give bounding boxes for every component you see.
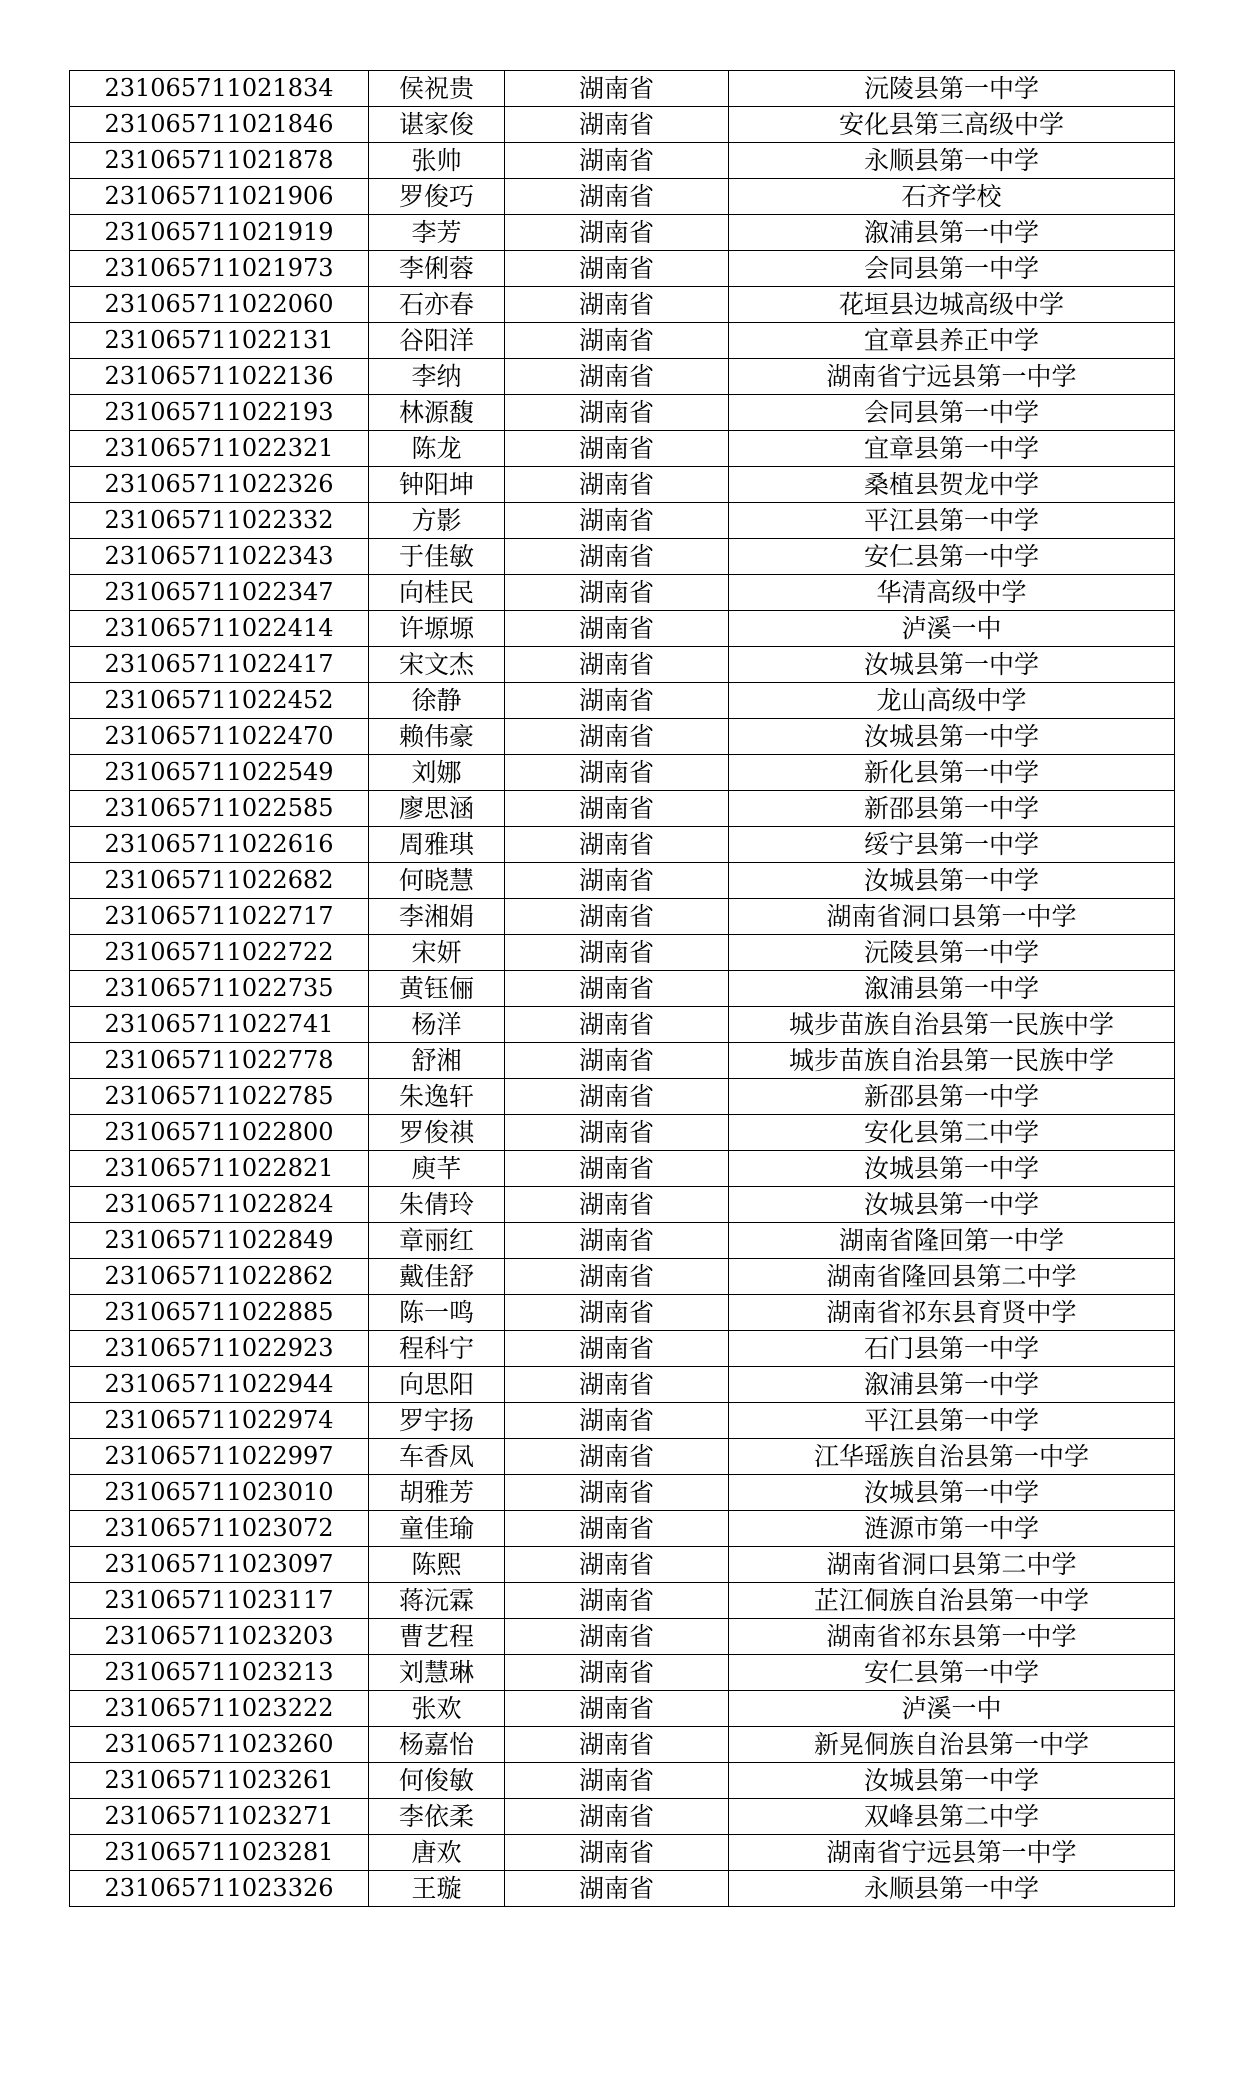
province-cell: 湖南省 — [505, 431, 729, 467]
table-row — [70, 1007, 1175, 1043]
school-cell: 汝城县第一中学 — [729, 863, 1175, 899]
province-cell: 湖南省 — [505, 1223, 729, 1259]
province-cell: 湖南省 — [505, 1151, 729, 1187]
school-cell: 花垣县边城高级中学 — [729, 287, 1175, 323]
province-cell: 湖南省 — [505, 1835, 729, 1871]
school-cell: 溆浦县第一中学 — [729, 1367, 1175, 1403]
exam-number-cell: 231065711022549 — [70, 755, 369, 791]
province-cell: 湖南省 — [505, 1403, 729, 1439]
table-row — [70, 575, 1175, 611]
school-cell: 汝城县第一中学 — [729, 1151, 1175, 1187]
province-cell: 湖南省 — [505, 1691, 729, 1727]
province-cell: 湖南省 — [505, 107, 729, 143]
student-name-cell: 黄钰俪 — [369, 971, 505, 1007]
school-cell: 芷江侗族自治县第一中学 — [729, 1583, 1175, 1619]
province-cell: 湖南省 — [505, 935, 729, 971]
exam-number-cell: 231065711022417 — [70, 647, 369, 683]
province-cell: 湖南省 — [505, 899, 729, 935]
exam-number-cell: 231065711022923 — [70, 1331, 369, 1367]
exam-number-cell: 231065711023010 — [70, 1475, 369, 1511]
student-name-cell: 林源馥 — [369, 395, 505, 431]
province-cell: 湖南省 — [505, 647, 729, 683]
exam-number-cell: 231065711022136 — [70, 359, 369, 395]
school-cell: 绥宁县第一中学 — [729, 827, 1175, 863]
exam-number-cell: 231065711022585 — [70, 791, 369, 827]
exam-number-cell: 231065711022741 — [70, 1007, 369, 1043]
province-cell: 湖南省 — [505, 503, 729, 539]
province-cell: 湖南省 — [505, 1043, 729, 1079]
school-cell: 湖南省洞口县第一中学 — [729, 899, 1175, 935]
exam-number-cell: 231065711022682 — [70, 863, 369, 899]
student-name-cell: 庾芊 — [369, 1151, 505, 1187]
student-name-cell: 赖伟豪 — [369, 719, 505, 755]
school-cell: 江华瑶族自治县第一中学 — [729, 1439, 1175, 1475]
province-cell: 湖南省 — [505, 1655, 729, 1691]
exam-number-cell: 231065711022717 — [70, 899, 369, 935]
table-row — [70, 287, 1175, 323]
exam-number-cell: 231065711021919 — [70, 215, 369, 251]
table-row — [70, 647, 1175, 683]
table-row — [70, 971, 1175, 1007]
student-name-cell: 何晓慧 — [369, 863, 505, 899]
table-row — [70, 1619, 1175, 1655]
table-row — [70, 539, 1175, 575]
province-cell: 湖南省 — [505, 1439, 729, 1475]
student-name-cell: 陈熙 — [369, 1547, 505, 1583]
table-row — [70, 179, 1175, 215]
province-cell: 湖南省 — [505, 1475, 729, 1511]
table-body — [70, 71, 1175, 1907]
table-row — [70, 1043, 1175, 1079]
exam-number-cell: 231065711023261 — [70, 1763, 369, 1799]
table-row — [70, 1691, 1175, 1727]
student-name-cell: 石亦春 — [369, 287, 505, 323]
student-name-cell: 戴佳舒 — [369, 1259, 505, 1295]
province-cell: 湖南省 — [505, 1187, 729, 1223]
school-cell: 永顺县第一中学 — [729, 143, 1175, 179]
exam-number-cell: 231065711022821 — [70, 1151, 369, 1187]
student-name-cell: 李俐蓉 — [369, 251, 505, 287]
school-cell: 沅陵县第一中学 — [729, 935, 1175, 971]
exam-number-cell: 231065711021846 — [70, 107, 369, 143]
student-name-cell: 胡雅芳 — [369, 1475, 505, 1511]
student-name-cell: 罗俊巧 — [369, 179, 505, 215]
province-cell: 湖南省 — [505, 179, 729, 215]
exam-number-cell: 231065711022785 — [70, 1079, 369, 1115]
school-cell: 溆浦县第一中学 — [729, 215, 1175, 251]
school-cell: 涟源市第一中学 — [729, 1511, 1175, 1547]
student-name-cell: 陈龙 — [369, 431, 505, 467]
table-row — [70, 719, 1175, 755]
province-cell: 湖南省 — [505, 287, 729, 323]
table-row — [70, 1547, 1175, 1583]
student-name-cell: 李湘娟 — [369, 899, 505, 935]
student-name-cell: 许塬塬 — [369, 611, 505, 647]
exam-number-cell: 231065711023117 — [70, 1583, 369, 1619]
exam-number-cell: 231065711022193 — [70, 395, 369, 431]
student-name-cell: 宋妍 — [369, 935, 505, 971]
school-cell: 龙山高级中学 — [729, 683, 1175, 719]
school-cell: 会同县第一中学 — [729, 251, 1175, 287]
province-cell: 湖南省 — [505, 1079, 729, 1115]
province-cell: 湖南省 — [505, 359, 729, 395]
table-row — [70, 71, 1175, 107]
exam-number-cell: 231065711022343 — [70, 539, 369, 575]
province-cell: 湖南省 — [505, 251, 729, 287]
province-cell: 湖南省 — [505, 1619, 729, 1655]
student-name-cell: 李依柔 — [369, 1799, 505, 1835]
student-name-cell: 谌家俊 — [369, 107, 505, 143]
student-name-cell: 车香凤 — [369, 1439, 505, 1475]
student-name-cell: 李纳 — [369, 359, 505, 395]
student-name-cell: 周雅琪 — [369, 827, 505, 863]
table-row — [70, 1727, 1175, 1763]
table-row — [70, 899, 1175, 935]
table-row — [70, 1835, 1175, 1871]
school-cell: 泸溪一中 — [729, 1691, 1175, 1727]
exam-number-cell: 231065711022060 — [70, 287, 369, 323]
school-cell: 新化县第一中学 — [729, 755, 1175, 791]
province-cell: 湖南省 — [505, 395, 729, 431]
student-name-cell: 刘娜 — [369, 755, 505, 791]
province-cell: 湖南省 — [505, 143, 729, 179]
student-name-cell: 宋文杰 — [369, 647, 505, 683]
student-name-cell: 向思阳 — [369, 1367, 505, 1403]
school-cell: 湖南省宁远县第一中学 — [729, 359, 1175, 395]
province-cell: 湖南省 — [505, 1583, 729, 1619]
exam-number-cell: 231065711021834 — [70, 71, 369, 107]
province-cell: 湖南省 — [505, 215, 729, 251]
exam-number-cell: 231065711023326 — [70, 1871, 369, 1907]
student-name-cell: 唐欢 — [369, 1835, 505, 1871]
student-name-cell: 谷阳洋 — [369, 323, 505, 359]
student-name-cell: 罗俊祺 — [369, 1115, 505, 1151]
table-row — [70, 1259, 1175, 1295]
school-cell: 华清高级中学 — [729, 575, 1175, 611]
table-row — [70, 467, 1175, 503]
school-cell: 湖南省祁东县第一中学 — [729, 1619, 1175, 1655]
school-cell: 安化县第二中学 — [729, 1115, 1175, 1151]
province-cell: 湖南省 — [505, 1295, 729, 1331]
exam-number-cell: 231065711023260 — [70, 1727, 369, 1763]
table-row — [70, 1223, 1175, 1259]
province-cell: 湖南省 — [505, 791, 729, 827]
school-cell: 宜章县养正中学 — [729, 323, 1175, 359]
exam-number-cell: 231065711023097 — [70, 1547, 369, 1583]
province-cell: 湖南省 — [505, 1511, 729, 1547]
school-cell: 新邵县第一中学 — [729, 791, 1175, 827]
table-row — [70, 1151, 1175, 1187]
school-cell: 平江县第一中学 — [729, 1403, 1175, 1439]
table-row — [70, 359, 1175, 395]
province-cell: 湖南省 — [505, 467, 729, 503]
table-row — [70, 1511, 1175, 1547]
table-row — [70, 395, 1175, 431]
student-name-cell: 侯祝贵 — [369, 71, 505, 107]
exam-number-cell: 231065711022321 — [70, 431, 369, 467]
school-cell: 永顺县第一中学 — [729, 1871, 1175, 1907]
table-row — [70, 1295, 1175, 1331]
province-cell: 湖南省 — [505, 611, 729, 647]
school-cell: 湖南省隆回县第二中学 — [729, 1259, 1175, 1295]
exam-number-cell: 231065711022997 — [70, 1439, 369, 1475]
school-cell: 汝城县第一中学 — [729, 1475, 1175, 1511]
school-cell: 沅陵县第一中学 — [729, 71, 1175, 107]
school-cell: 汝城县第一中学 — [729, 1187, 1175, 1223]
exam-number-cell: 231065711022347 — [70, 575, 369, 611]
school-cell: 汝城县第一中学 — [729, 647, 1175, 683]
province-cell: 湖南省 — [505, 755, 729, 791]
school-cell: 石门县第一中学 — [729, 1331, 1175, 1367]
school-cell: 平江县第一中学 — [729, 503, 1175, 539]
student-list-table — [69, 70, 1175, 1907]
exam-number-cell: 231065711022332 — [70, 503, 369, 539]
table-row — [70, 1655, 1175, 1691]
table-row — [70, 1367, 1175, 1403]
province-cell: 湖南省 — [505, 827, 729, 863]
table-row — [70, 251, 1175, 287]
student-name-cell: 杨洋 — [369, 1007, 505, 1043]
exam-number-cell: 231065711022849 — [70, 1223, 369, 1259]
school-cell: 汝城县第一中学 — [729, 719, 1175, 755]
table-row — [70, 1187, 1175, 1223]
province-cell: 湖南省 — [505, 1259, 729, 1295]
exam-number-cell: 231065711022735 — [70, 971, 369, 1007]
province-cell: 湖南省 — [505, 1727, 729, 1763]
school-cell: 宜章县第一中学 — [729, 431, 1175, 467]
student-name-cell: 蒋沅霖 — [369, 1583, 505, 1619]
exam-number-cell: 231065711022944 — [70, 1367, 369, 1403]
province-cell: 湖南省 — [505, 71, 729, 107]
table-row — [70, 431, 1175, 467]
school-cell: 双峰县第二中学 — [729, 1799, 1175, 1835]
exam-number-cell: 231065711021906 — [70, 179, 369, 215]
student-name-cell: 朱倩玲 — [369, 1187, 505, 1223]
exam-number-cell: 231065711022452 — [70, 683, 369, 719]
province-cell: 湖南省 — [505, 1331, 729, 1367]
student-name-cell: 章丽红 — [369, 1223, 505, 1259]
table-row — [70, 611, 1175, 647]
school-cell: 新晃侗族自治县第一中学 — [729, 1727, 1175, 1763]
exam-number-cell: 231065711023213 — [70, 1655, 369, 1691]
exam-number-cell: 231065711022974 — [70, 1403, 369, 1439]
table-row — [70, 1403, 1175, 1439]
school-cell: 城步苗族自治县第一民族中学 — [729, 1007, 1175, 1043]
table-row — [70, 1763, 1175, 1799]
student-name-cell: 钟阳坤 — [369, 467, 505, 503]
school-cell: 安化县第三高级中学 — [729, 107, 1175, 143]
table-row — [70, 755, 1175, 791]
school-cell: 溆浦县第一中学 — [729, 971, 1175, 1007]
province-cell: 湖南省 — [505, 1799, 729, 1835]
student-name-cell: 廖思涵 — [369, 791, 505, 827]
school-cell: 桑植县贺龙中学 — [729, 467, 1175, 503]
school-cell: 城步苗族自治县第一民族中学 — [729, 1043, 1175, 1079]
table-row — [70, 1475, 1175, 1511]
exam-number-cell: 231065711022885 — [70, 1295, 369, 1331]
exam-number-cell: 231065711023271 — [70, 1799, 369, 1835]
student-name-cell: 罗宇扬 — [369, 1403, 505, 1439]
student-name-cell: 向桂民 — [369, 575, 505, 611]
table-row — [70, 107, 1175, 143]
school-cell: 泸溪一中 — [729, 611, 1175, 647]
school-cell: 湖南省宁远县第一中学 — [729, 1835, 1175, 1871]
table-row — [70, 215, 1175, 251]
exam-number-cell: 231065711022616 — [70, 827, 369, 863]
student-name-cell: 朱逸轩 — [369, 1079, 505, 1115]
province-cell: 湖南省 — [505, 1763, 729, 1799]
table-row — [70, 1331, 1175, 1367]
school-cell: 汝城县第一中学 — [729, 1763, 1175, 1799]
exam-number-cell: 231065711022470 — [70, 719, 369, 755]
province-cell: 湖南省 — [505, 575, 729, 611]
student-name-cell: 方影 — [369, 503, 505, 539]
province-cell: 湖南省 — [505, 719, 729, 755]
exam-number-cell: 231065711022778 — [70, 1043, 369, 1079]
school-cell: 新邵县第一中学 — [729, 1079, 1175, 1115]
exam-number-cell: 231065711022131 — [70, 323, 369, 359]
student-name-cell: 程科宁 — [369, 1331, 505, 1367]
table-row — [70, 1115, 1175, 1151]
exam-number-cell: 231065711021878 — [70, 143, 369, 179]
province-cell: 湖南省 — [505, 1115, 729, 1151]
exam-number-cell: 231065711022800 — [70, 1115, 369, 1151]
table-row — [70, 1079, 1175, 1115]
table-row — [70, 143, 1175, 179]
province-cell: 湖南省 — [505, 323, 729, 359]
province-cell: 湖南省 — [505, 683, 729, 719]
exam-number-cell: 231065711023203 — [70, 1619, 369, 1655]
student-name-cell: 何俊敏 — [369, 1763, 505, 1799]
exam-number-cell: 231065711022824 — [70, 1187, 369, 1223]
exam-number-cell: 231065711022326 — [70, 467, 369, 503]
exam-number-cell: 231065711023072 — [70, 1511, 369, 1547]
province-cell: 湖南省 — [505, 1871, 729, 1907]
school-cell: 安仁县第一中学 — [729, 1655, 1175, 1691]
province-cell: 湖南省 — [505, 1007, 729, 1043]
school-cell: 会同县第一中学 — [729, 395, 1175, 431]
student-name-cell: 张欢 — [369, 1691, 505, 1727]
table-row — [70, 503, 1175, 539]
province-cell: 湖南省 — [505, 1547, 729, 1583]
table-row — [70, 1799, 1175, 1835]
student-name-cell: 曹艺程 — [369, 1619, 505, 1655]
table-row — [70, 827, 1175, 863]
student-name-cell: 刘慧琳 — [369, 1655, 505, 1691]
province-cell: 湖南省 — [505, 1367, 729, 1403]
school-cell: 安仁县第一中学 — [729, 539, 1175, 575]
exam-number-cell: 231065711023281 — [70, 1835, 369, 1871]
table-row — [70, 863, 1175, 899]
table-row — [70, 1439, 1175, 1475]
table-row — [70, 791, 1175, 827]
school-cell: 湖南省祁东县育贤中学 — [729, 1295, 1175, 1331]
province-cell: 湖南省 — [505, 539, 729, 575]
table-row — [70, 1583, 1175, 1619]
student-name-cell: 李芳 — [369, 215, 505, 251]
student-name-cell: 杨嘉怡 — [369, 1727, 505, 1763]
school-cell: 湖南省洞口县第二中学 — [729, 1547, 1175, 1583]
table-row — [70, 683, 1175, 719]
student-name-cell: 王璇 — [369, 1871, 505, 1907]
table-row — [70, 323, 1175, 359]
school-cell: 石齐学校 — [729, 179, 1175, 215]
province-cell: 湖南省 — [505, 863, 729, 899]
exam-number-cell: 231065711022862 — [70, 1259, 369, 1295]
student-name-cell: 陈一鸣 — [369, 1295, 505, 1331]
exam-number-cell: 231065711021973 — [70, 251, 369, 287]
student-name-cell: 徐静 — [369, 683, 505, 719]
table-row — [70, 935, 1175, 971]
student-name-cell: 舒湘 — [369, 1043, 505, 1079]
student-name-cell: 张帅 — [369, 143, 505, 179]
student-name-cell: 童佳瑜 — [369, 1511, 505, 1547]
exam-number-cell: 231065711022414 — [70, 611, 369, 647]
exam-number-cell: 231065711022722 — [70, 935, 369, 971]
province-cell: 湖南省 — [505, 971, 729, 1007]
student-name-cell: 于佳敏 — [369, 539, 505, 575]
table-row — [70, 1871, 1175, 1907]
school-cell: 湖南省隆回第一中学 — [729, 1223, 1175, 1259]
exam-number-cell: 231065711023222 — [70, 1691, 369, 1727]
